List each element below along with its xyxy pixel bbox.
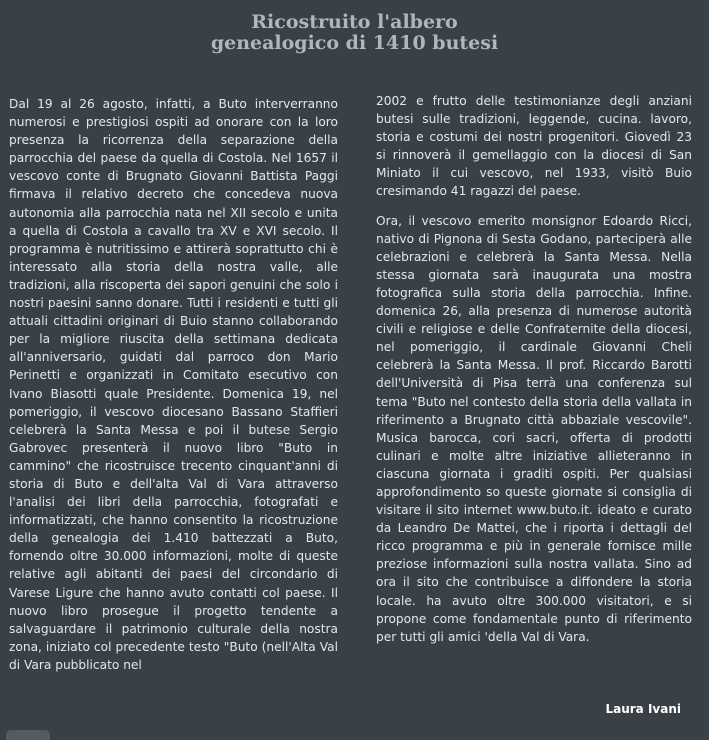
article-left-column <box>9 95 338 685</box>
author-signature: Laura Ivani <box>605 702 681 716</box>
article-title-line-1: Ricostruito l'albero <box>251 11 458 33</box>
article-paragraph: Ora, il vescovo emerito monsignor Edoardo Ricci, nativo di Pignona di Sesta Godano, parteciperà alle celebrazioni e celebrerà la Santa Messa. Nella stessa giornata sarà inaugurata una mostra fotografica sulla storia della parrocchia. Infine. domenica 26, alla presenza di numerose autorità civili e religiose e delle Confraternite della diocesi, nel pomeriggio, il cardinale Giovanni Cheli celebrerà la Santa Messa. Il prof. Riccardo Barotti dell'Università di Pisa terrà una conferenza sul tema "Buto nel contesto della storia della vallata in riferimento a Brugnato città abbaziale vescovile". Musica barocca, cori sacri, offerta di prodotti culinari e molte altre iniziative allieteranno in ciascuna giornata i graditi ospiti. Per qualsiasi approfondimento so queste giornate si consiglia di visitare il sito internet www.buto.it. ideato e curato da Leandro De Mattei, che i riporta i dettagli del ricco programma e più in generale fornisce mille preziose informazioni sulla nostra vallata. Sino ad ora il sito che contribuisce a diffondere la storia locale. ha avuto oltre 300.000 visitatori, e si propone come fondamentale punto di riferimento per tutti gli amici 'della Val di Vara. <box>376 213 692 644</box>
article-right-column <box>376 92 692 657</box>
article-paragraph: 2002 e frutto delle testimonianze degli anziani butesi sulle tradizioni, leggende, cucina. lavoro, storia e costumi dei nostri progenitori. Giovedì 23 si rinnoverà il gemellaggio con la diocesi di San Miniato il cui vescovo, nel 1933, visitò Buio cresimando 41 ragazzi del paese. <box>376 94 692 199</box>
scroll-tab[interactable] <box>6 730 50 740</box>
article-paragraph: Dal 19 al 26 agosto, infatti, a Buto interverranno numerosi e prestigiosi ospiti ad onorare con la loro presenza la ricorrenza della separazione della parrocchia del paese da quella di Costola. Nel 1657 il vescovo conte di Brugnato Giovanni Battista Paggi firmava il relativo decreto che concedeva nuova autonomia alla parrocchia nata nel XII secolo e unita a quella di Costola a cavallo tra XV e XVI secolo. Il programma è nutritissimo e attirerà soprattutto chi è interessato alla storia della nostra valle, alle tradizioni, alla riscoperta dei sapori genuini che solo i nostri paesini sanno donare. Tutti i residenti e tutti gli attuali cittadini originari di Buio stanno collaborando per la migliore riuscita della settimana dedicata all'anniversario, guidati dal parroco don Mario Perinetti e organizzati in Comitato esecutivo con Ivano Biasotti quale Presidente. Domenica 19, nel pomeriggio, il vescovo diocesano Bassano Staffieri celebrerà la Santa Messa e poi il butese Sergio Gabrovec presenterà il nuovo libro "Buto in cammino" che ricostruisce trecento cinquant'anni di storia di Buto e dell'alta Val di Vara attraverso l'analisi dei libri della parrocchia, fotografati e informatizzati, che hanno consentito la ricostruzione della genealogia dei 1.410 battezzati a Buto, fornendo oltre 30.000 informazioni, molte di queste relative agli abitanti dei paesi del circondario di Varese Ligure che hanno avuto contatti col paese. Il nuovo libro prosegue il progetto tendente a salvaguardare il patrimonio culturale della nostra zona, iniziato col precedente testo "Buto (nell'Alta Val di Vara pubblicato nel <box>9 97 338 672</box>
article-title-line-2: genealogico di 1410 butesi <box>210 32 499 54</box>
article-title <box>0 12 709 54</box>
